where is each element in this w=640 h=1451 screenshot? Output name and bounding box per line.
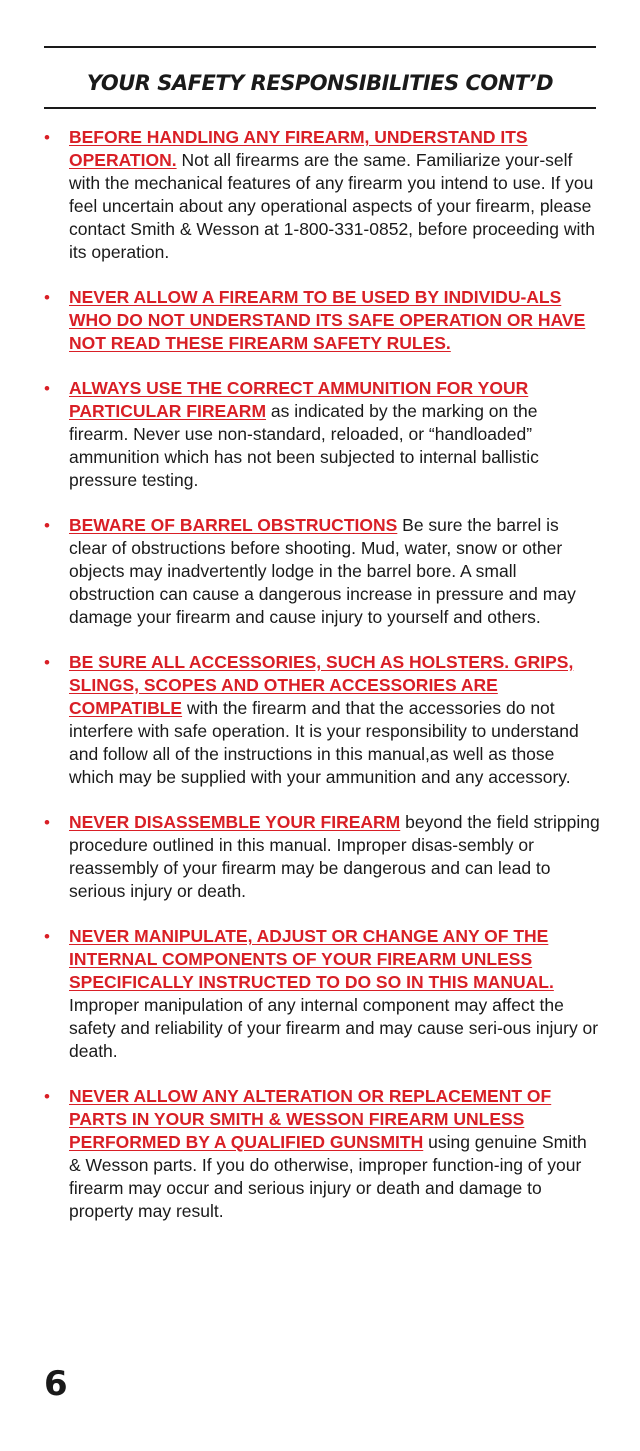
safety-rule-understand-operation: [44, 126, 600, 264]
rule-heading: BE SURE ALL ACCESSORIES, SUCH AS HOLSTERS. GRIPS, SLINGS, SCOPES AND OTHER ACCESSORIES ARE COMPATIBLE: [69, 652, 574, 718]
rule-heading: BEFORE HANDLING ANY FIREARM, UNDERSTAND ITS OPERATION.: [69, 127, 528, 170]
safety-rule-barrel-obstructions: [44, 514, 600, 629]
rule-body: Be sure the barrel is clear of obstructions before shooting. Mud, water, snow or other objects may inadvertently lodge in the barrel bore. A small obstruction can cause a dangerous increase in pressure and may damage your firearm and cause injury to yourself and others.: [69, 515, 576, 627]
page-title: YOUR SAFETY RESPONSIBILITIES CONT’D: [86, 71, 554, 95]
rule-heading: NEVER ALLOW ANY ALTERATION OR REPLACEMENT OF PARTS IN YOUR SMITH & WESSON FIREARM UNLESS PERFORMED BY A QUALIFIED GUNSMITH: [69, 1086, 552, 1152]
bullet-marker: •: [44, 653, 50, 672]
header-bottom-rule: [44, 107, 596, 109]
bullet-marker: •: [44, 813, 50, 832]
rule-heading: NEVER DISASSEMBLE YOUR FIREARM: [69, 812, 401, 832]
safety-rule-no-disassembly: [44, 811, 600, 903]
bullet-marker: •: [44, 516, 50, 535]
page-number: 6: [44, 1364, 68, 1404]
rule-body: Improper manipulation of any internal component may affect the safety and reliability of your firearm and may cause seri-ous injury or death.: [69, 995, 599, 1061]
rule-body: Not all firearms are the same. Familiarize your-self with the mechanical features of any firearm you intend to use. If you feel uncertain about any operational aspects of your firearm, please contact Smith & Wesson at 1-800-331-0852, before proceeding with its operation.: [69, 150, 595, 262]
bullet-marker: •: [44, 1087, 50, 1106]
rule-body: as indicated by the marking on the firearm. Never use non-standard, reloaded, or “handloaded” ammunition which has not been subjected to internal ballistic pressure testing.: [69, 401, 539, 490]
rule-heading: NEVER ALLOW A FIREARM TO BE USED BY INDIVIDU-ALS WHO DO NOT UNDERSTAND ITS SAFE OPERATION OR HAVE NOT READ THESE FIREARM SAFETY RULES.: [69, 287, 586, 353]
rule-body: with the firearm and that the accessories do not interfere with safe operation. It is your responsibility to understand and follow all of the instructions in this manual,as well as those which may be supplied with your ammunition and any accessory.: [69, 698, 579, 787]
safety-rule-correct-ammunition: [44, 377, 600, 492]
rule-heading: ALWAYS USE THE CORRECT AMMUNITION FOR YOUR PARTICULAR FIREARM: [69, 378, 529, 421]
safety-rule-authorized-users: [44, 286, 600, 355]
bullet-marker: •: [44, 288, 50, 307]
rule-heading: NEVER MANIPULATE, ADJUST OR CHANGE ANY OF THE INTERNAL COMPONENTS OF YOUR FIREARM UNLESS SPECIFICALLY INSTRUCTED TO DO SO IN THIS MANUAL.: [69, 926, 554, 992]
safety-rule-qualified-gunsmith: [44, 1085, 600, 1223]
bullet-marker: •: [44, 927, 50, 946]
safety-rule-compatible-accessories: [44, 651, 600, 789]
bullet-marker: •: [44, 379, 50, 398]
header-top-rule: [44, 46, 596, 48]
safety-rule-internal-components: [44, 925, 600, 1063]
bullet-marker: •: [44, 128, 50, 147]
safety-rules-list: [44, 126, 600, 1245]
rule-heading: BEWARE OF BARREL OBSTRUCTIONS: [69, 515, 398, 535]
rule-body: using genuine Smith & Wesson parts. If you do otherwise, improper function-ing of your firearm may occur and serious injury or death and damage to property may result.: [69, 1132, 587, 1221]
rule-body: beyond the field stripping procedure outlined in this manual. Improper disas-sembly or reassembly of your firearm may be dangerous and can lead to serious injury or death.: [69, 812, 600, 901]
